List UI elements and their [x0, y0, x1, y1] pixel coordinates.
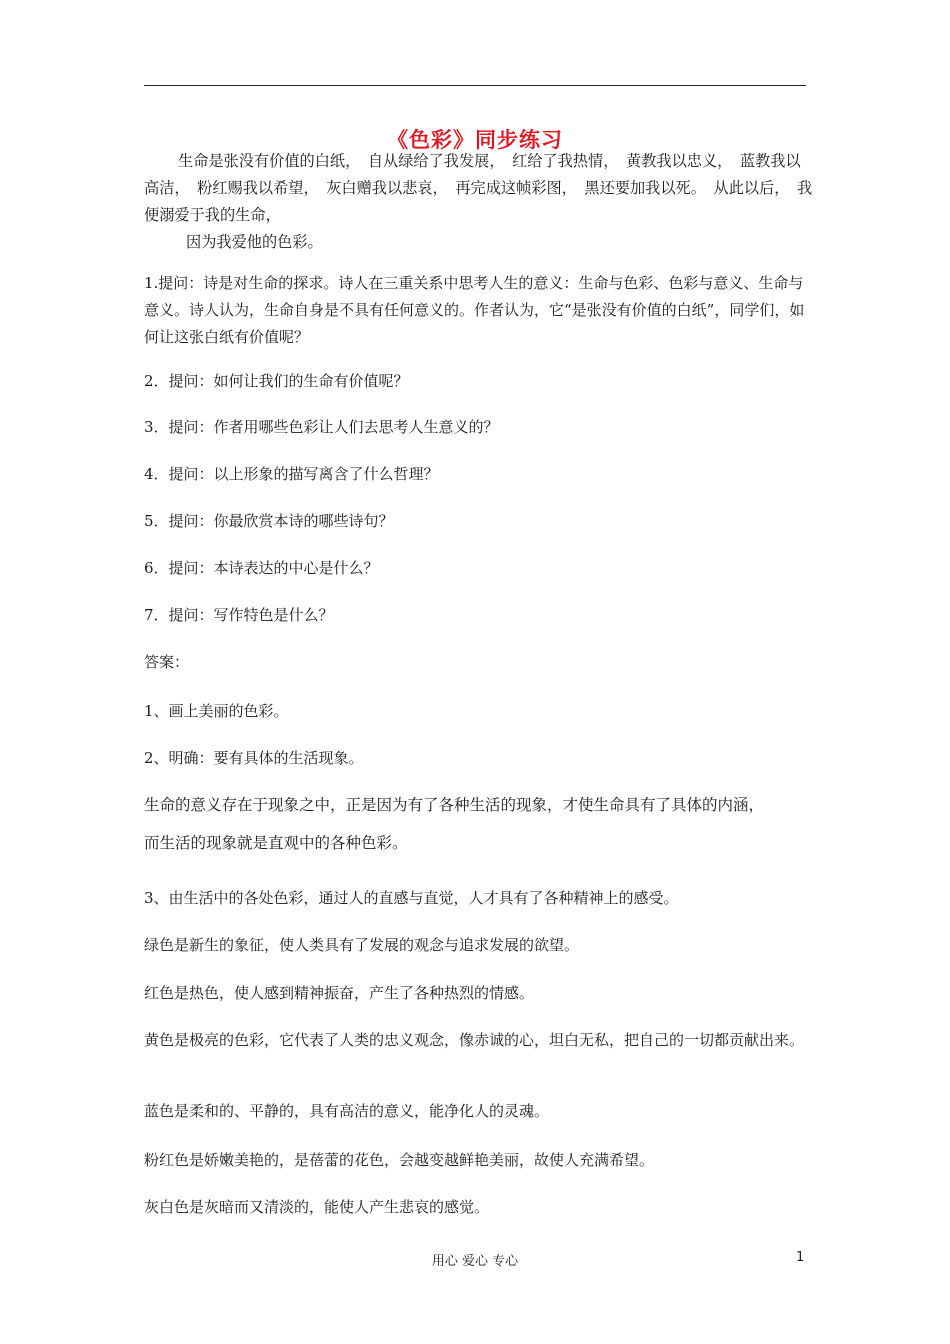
- color-red: 红色是热色，使人感到精神振奋，产生了各种热烈的情感。: [144, 984, 535, 1002]
- footer-slogan: 用心 爱心 专心: [431, 1254, 519, 1269]
- question-7: 7．提问：写作特色是什么？: [144, 606, 334, 624]
- poem-text: [144, 148, 814, 256]
- poem-paragraph: 生命是张没有价值的白纸， 自从绿给了我发展， 红给了我热情， 黄教我以忠义， 蓝教我以高洁， 粉红赐我以希望， 灰白赠我以悲哀， 再完成这帧彩图， 黑还要加我以死。 从此以后， 我便溺爱于我的生命，: [144, 152, 813, 224]
- question-5: 5．提问：你最欣赏本诗的哪些诗句？: [144, 512, 394, 530]
- answer-3: 3、由生活中的各处色彩，通过人的直感与直觉，人才具有了各种精神上的感受。: [144, 889, 679, 907]
- question-4: 4．提问：以上形象的描写离含了什么哲理？: [144, 465, 439, 483]
- color-grey: 灰白色是灰暗而又清淡的，能使人产生悲哀的感觉。: [144, 1198, 490, 1216]
- color-yellow: 黄色是极亮的色彩，它代表了人类的忠义观念，像赤诚的心，坦白无私，把自己的一切都贡献出来。: [144, 1031, 805, 1049]
- question-2: 2．提问：如何让我们的生命有价值呢？: [144, 372, 409, 390]
- answer-2: 2、明确：要有具体的生活现象。: [144, 749, 364, 767]
- poem-closing-line: 因为我爱他的色彩。: [186, 233, 323, 251]
- question-3: 3．提问：作者用哪些色彩让人们去思考人生意义的？: [144, 418, 499, 436]
- color-blue: 蓝色是柔和的、平静的，具有高洁的意义，能净化人的灵魂。: [144, 1102, 550, 1120]
- header-rule: [144, 85, 806, 86]
- document-title: 《色彩》同步练习: [387, 128, 563, 152]
- answer-label: 答案：: [144, 653, 190, 671]
- color-pink: 粉红色是娇嫩美艳的，是蓓蕾的花色，会越变越鲜艳美丽，故使人充满希望。: [144, 1151, 655, 1169]
- answer-2-detail-line-2: 而生活的现象就是直观中的各种色彩。: [144, 834, 408, 852]
- page-number: 1: [796, 1250, 805, 1265]
- question-6: 6．提问：本诗表达的中心是什么？: [144, 559, 379, 577]
- answer-2-detail-line-1: 生命的意义存在于现象之中，正是因为有了各种生活的现象，才使生命具有了具体的内涵，: [144, 796, 765, 814]
- answer-1: 1、画上美丽的色彩。: [144, 702, 289, 720]
- color-green: 绿色是新生的象征，使人类具有了发展的观念与追求发展的欲望。: [144, 936, 580, 954]
- question-1: 1.提问：诗是对生命的探求。诗人在三重关系中思考人生的意义：生命与色彩、色彩与意义、生命与意义。诗人认为，生命自身是不具有任何意义的。作者认为，它“是张没有价值的白纸”，同学们，如何让这张白纸有价值呢？: [144, 274, 805, 346]
